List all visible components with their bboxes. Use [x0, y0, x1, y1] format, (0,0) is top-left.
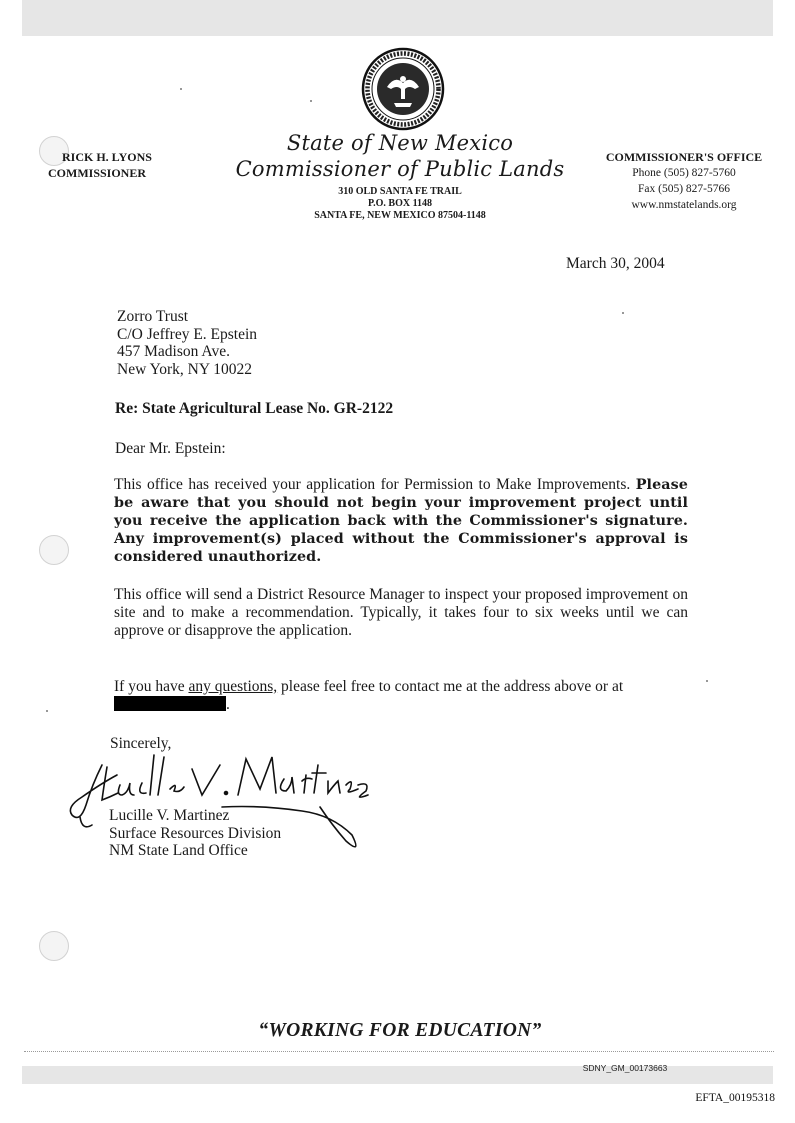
signer-office: NM State Land Office — [109, 842, 248, 859]
salutation: Dear Mr. Epstein: — [115, 440, 226, 457]
scan-speck — [622, 312, 624, 314]
footer-divider — [24, 1051, 774, 1052]
letterhead-city: SANTA FE, NEW MEXICO 87504-1148 — [314, 210, 486, 221]
scan-top-band — [22, 0, 773, 36]
scan-speck — [706, 680, 708, 682]
paragraph-inspection: This office will send a District Resource Manager to inspect your proposed improvement on site and to make a recommendation. Typically, it takes four to six weeks until we can approve or disapprove the application. — [114, 586, 688, 639]
commissioner-title: COMMISSIONER — [48, 166, 147, 180]
office-title: COMMISSIONER'S OFFICE — [605, 150, 763, 164]
warning-text: Please be aware that you should not begin your improvement project until you receive the application back with the Commissioner's signature. Any improvement(s) placed without the Commissioner's approval is considered unauthorized. — [114, 477, 688, 565]
office-contact-block — [594, 149, 774, 213]
office-phone: Phone (505) 827-5760 — [632, 167, 736, 179]
state-seal-icon — [361, 47, 445, 131]
punch-hole-middle — [39, 535, 69, 565]
addressee-block — [117, 308, 257, 378]
paragraph-contact — [114, 678, 688, 714]
addressee-line: 457 Madison Ave. — [117, 343, 230, 360]
commissioner-name-block — [40, 149, 152, 181]
letterhead-street: 310 OLD SANTA FE TRAIL — [338, 186, 462, 197]
scan-speck — [310, 100, 312, 102]
office-website: www.nmstatelands.org — [631, 199, 737, 211]
addressee-line: New York, NY 10022 — [117, 360, 253, 378]
closing: Sincerely, — [110, 735, 172, 752]
paragraph-text: This office has received your application for Permission to Make Improvements. — [114, 476, 631, 493]
commissioner-name: RICK H. LYONS — [62, 150, 152, 164]
letter-date: March 30, 2004 — [566, 255, 665, 272]
contact-text: . — [226, 696, 230, 713]
letterhead — [230, 130, 570, 222]
signature-block — [109, 807, 281, 860]
contact-text: please feel free to contact me at the address above or at — [277, 678, 624, 695]
addressee-line: Zorro Trust — [117, 308, 189, 325]
underlined-text: any questions, — [188, 678, 278, 695]
signer-name: Lucille V. Martinez — [109, 807, 230, 824]
letterhead-state: State of New Mexico — [286, 131, 514, 155]
subject-line: Re: State Agricultural Lease No. GR-2122 — [115, 400, 394, 417]
signer-division: Surface Resources Division — [109, 824, 282, 842]
paragraph-application-notice — [114, 476, 688, 566]
scan-speck — [180, 88, 182, 90]
letterhead-pobox: P.O. BOX 1148 — [367, 198, 433, 209]
redaction-box — [114, 696, 226, 711]
office-fax: Fax (505) 827-5766 — [638, 183, 730, 195]
bates-number-primary: SDNY_GM_00173663 — [582, 1063, 668, 1073]
bates-number-secondary: EFTA_00195318 — [695, 1092, 775, 1104]
scan-speck — [46, 710, 48, 712]
contact-text: If you have — [114, 678, 189, 695]
letterhead-office: Commissioner of Public Lands — [235, 157, 565, 181]
punch-hole-bottom — [39, 931, 69, 961]
footer-motto: “WORKING FOR EDUCATION” — [258, 1020, 542, 1041]
addressee-line: C/O Jeffrey E. Epstein — [117, 325, 258, 343]
